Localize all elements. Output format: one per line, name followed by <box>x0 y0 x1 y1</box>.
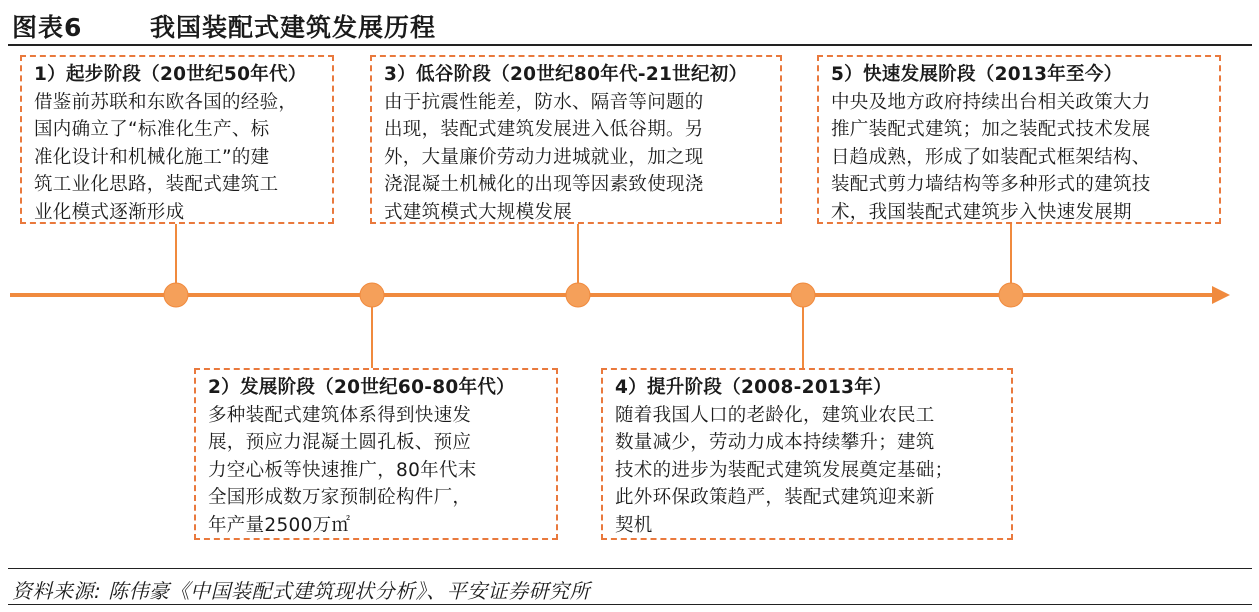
stage-box-5 <box>817 55 1221 224</box>
stage-description: 随着我国人口的老龄化，建筑业农民工 数量减少，劳动力成本持续攀升；建筑 技术的进步为装配式建筑发展奠定基础； 此外环保政策趋严，装配式建筑迎来新 契机 <box>615 404 954 536</box>
stage-heading: 2）发展阶段（20世纪60-80年代） <box>208 377 515 398</box>
stage-heading: 5）快速发展阶段（2013年至今） <box>831 64 1123 85</box>
stage-description: 多种装配式建筑体系得到快速发 展，预应力混凝土圆孔板、预应 力空心板等快速推广，80年代末 全国形成数万家预制砼构件厂， 年产量2500万㎡ <box>208 404 477 536</box>
stage-box-1 <box>20 55 334 224</box>
footer-rule-bottom <box>8 604 1252 605</box>
stage-heading: 3）低谷阶段（20世纪80年代-21世纪初） <box>384 64 748 85</box>
stage-heading: 1）起步阶段（20世纪50年代） <box>34 64 307 85</box>
stage-box-4 <box>601 368 1013 540</box>
source-note: 资料来源: 陈伟豪《中国装配式建筑现状分析》、平安证券研究所 <box>12 579 591 603</box>
stage-description: 中央及地方政府持续出台相关政策大力 推广装配式建筑；加之装配式技术发展 日趋成熟，形成了如装配式框架结构、 装配式剪力墙结构等多种形式的建筑技 术，我国装配式建筑步入快速发展期 <box>831 91 1151 223</box>
figure-title: 我国装配式建筑发展历程 <box>150 13 437 42</box>
timeline-arrowhead <box>1212 286 1230 304</box>
timeline-node-1 <box>164 283 188 307</box>
timeline-node-5 <box>999 283 1023 307</box>
stage-description: 由于抗震性能差，防水、隔音等问题的 出现，装配式建筑发展进入低谷期。另 外，大量廉价劳动力进城就业，加之现 浇混凝土机械化的出现等因素致使现浇 式建筑模式大规模发展 <box>384 91 704 223</box>
figure-number: 图表6 <box>12 13 83 42</box>
stage-box-2 <box>194 368 558 540</box>
stage-description: 借鉴前苏联和东欧各国的经验， 国内确立了“标准化生产、标 准化设计和机械化施工”的建 筑工业化思路，装配式建筑工 业化模式逐渐形成 <box>34 91 298 223</box>
stage-box-3 <box>370 55 782 224</box>
footer-rule-top <box>8 568 1252 569</box>
timeline-node-2 <box>360 283 384 307</box>
stage-heading: 4）提升阶段（2008-2013年） <box>615 377 892 398</box>
timeline-node-4 <box>791 283 815 307</box>
timeline-node-3 <box>566 283 590 307</box>
